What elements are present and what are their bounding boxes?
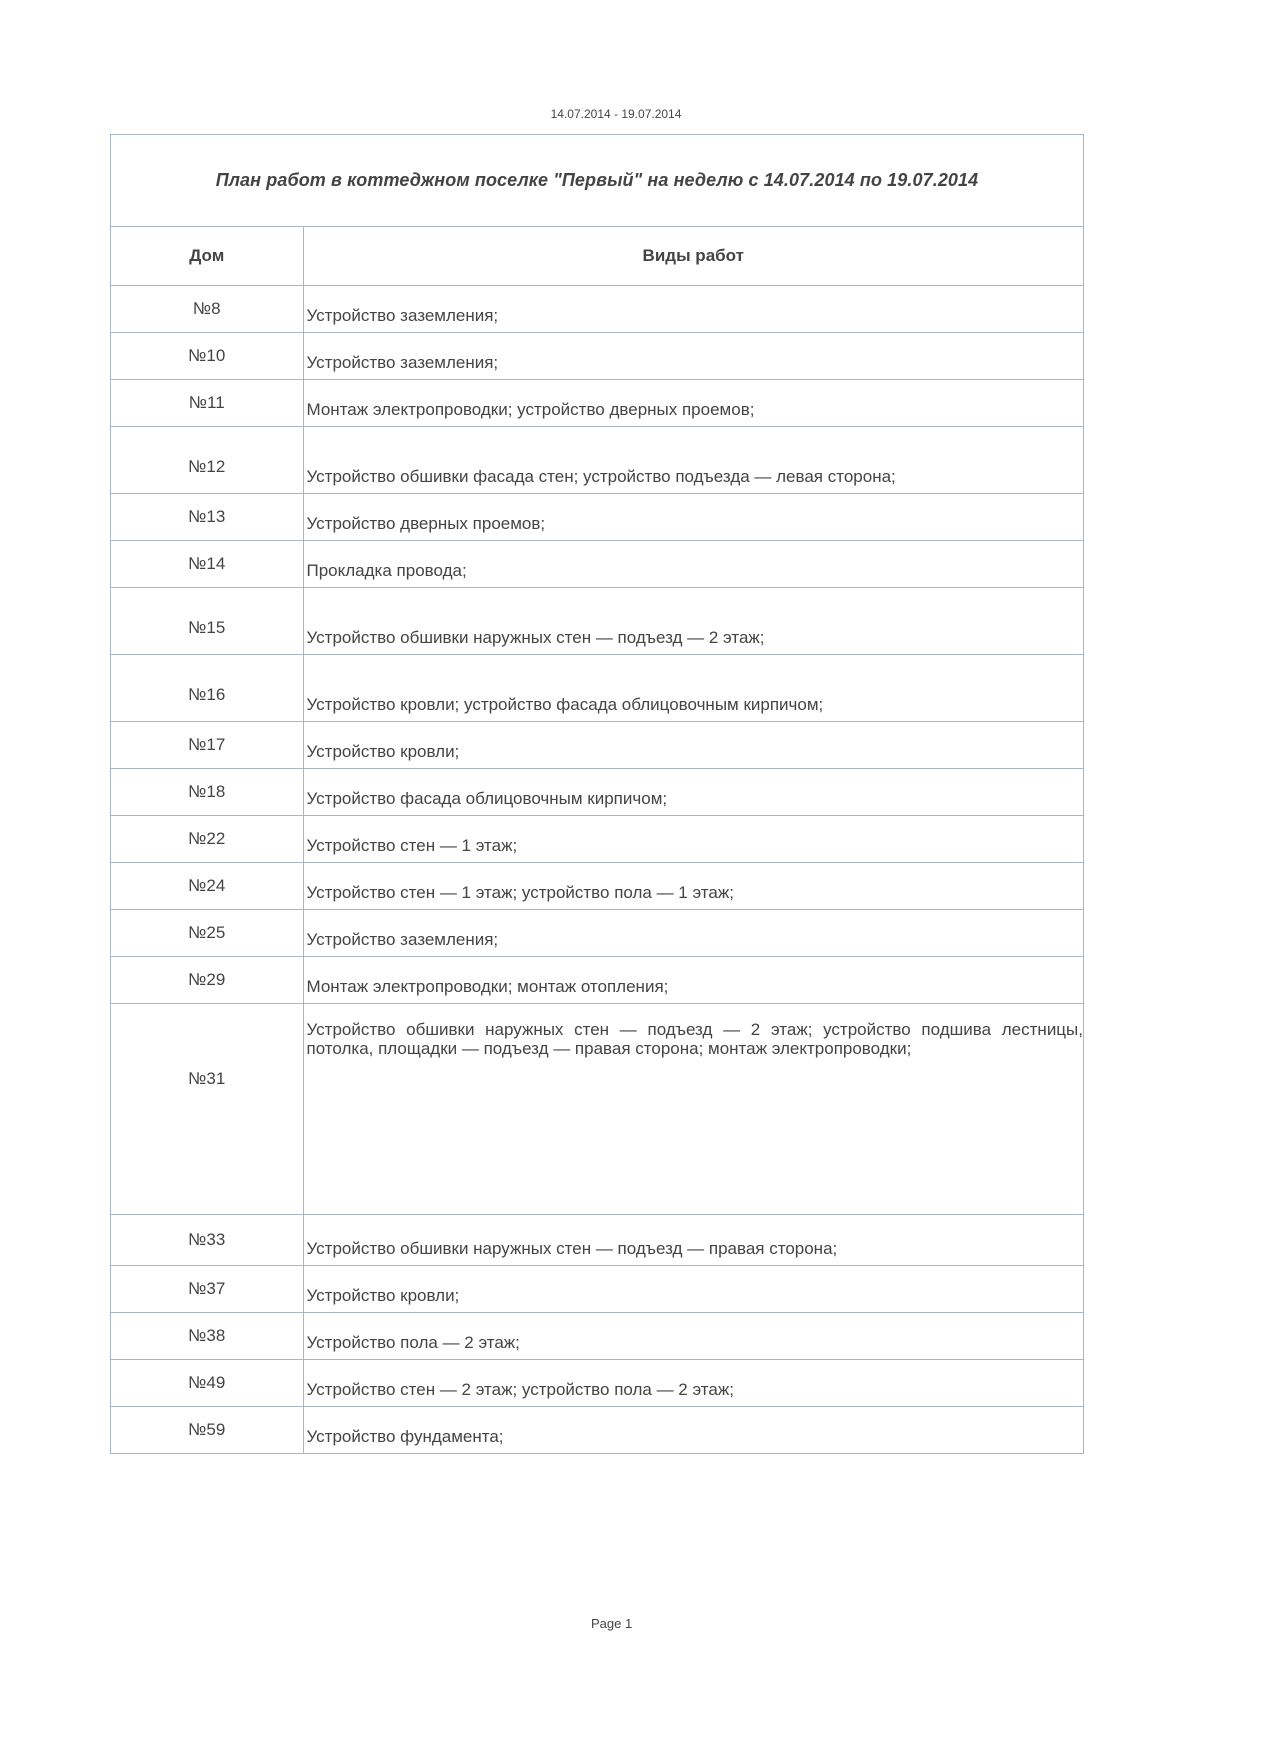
house-number: №49 [111, 1360, 303, 1407]
house-number: №59 [188, 1420, 226, 1439]
table-row [111, 380, 1083, 427]
table-row [111, 1266, 1083, 1313]
house-number: №18 [111, 769, 303, 816]
table-row [111, 588, 1083, 655]
house-number: №13 [111, 494, 303, 541]
work-description: Прокладка провода; [303, 541, 1083, 588]
work-description: Устройство фасада облицовочным кирпичом; [303, 769, 1083, 816]
work-description: Устройство кровли; [303, 722, 1083, 769]
table-row [111, 1004, 1083, 1215]
house-number: №38 [111, 1313, 303, 1360]
house-number: №24 [111, 863, 303, 910]
work-description: Устройство дверных проемов; [303, 494, 1083, 541]
work-plan-table [110, 134, 1084, 1454]
work-description: Устройство обшивки фасада стен; устройство подъезда — левая сторона; [303, 427, 1083, 494]
table-row [111, 655, 1083, 722]
table-row [111, 769, 1083, 816]
house-number: №17 [111, 722, 303, 769]
work-description: Устройство стен — 2 этаж; устройство пола — 2 этаж; [303, 1360, 1083, 1407]
table-row [111, 286, 1083, 333]
house-number: №14 [111, 541, 303, 588]
column-header-house: Дом [111, 227, 303, 286]
table-row [111, 816, 1083, 863]
work-description: Устройство заземления; [303, 910, 1083, 957]
house-number: №11 [111, 380, 303, 427]
table-row [111, 494, 1083, 541]
table-row [111, 333, 1083, 380]
work-description: Устройство обшивки наружных стен — подъезд — правая сторона; [303, 1215, 1083, 1266]
work-description: Устройство заземления; [303, 333, 1083, 380]
table-row [111, 957, 1083, 1004]
table-row [111, 541, 1083, 588]
table-row [111, 910, 1083, 957]
table-row [111, 427, 1083, 494]
house-number: №10 [111, 333, 303, 380]
house-number: №31 [111, 1004, 303, 1215]
table-row [111, 1215, 1083, 1266]
header-row [111, 227, 1083, 286]
table-row [111, 863, 1083, 910]
work-description: Устройство обшивки наружных стен — подъезд — 2 этаж; [303, 588, 1083, 655]
house-number: №8 [111, 286, 303, 333]
work-description: Устройство пола — 2 этаж; [303, 1313, 1083, 1360]
work-description: Устройство кровли; [303, 1266, 1083, 1313]
plan-grid [111, 227, 1083, 1453]
table-row [111, 722, 1083, 769]
table-row [111, 1360, 1083, 1407]
plan-title: План работ в коттеджном поселке "Первый" на неделю с 14.07.2014 по 19.07.2014 [111, 135, 1083, 227]
column-header-work-types: Виды работ [303, 227, 1083, 286]
house-number: №33 [111, 1215, 303, 1266]
work-description: Устройство стен — 1 этаж; устройство пола — 1 этаж; [303, 863, 1083, 910]
house-number: №12 [111, 427, 303, 494]
house-number: №16 [111, 655, 303, 722]
table-row [111, 1313, 1083, 1360]
work-description: Устройство кровли; устройство фасада облицовочным кирпичом; [303, 655, 1083, 722]
house-number: №37 [111, 1266, 303, 1313]
work-description: Устройство стен — 1 этаж; [303, 816, 1083, 863]
house-number: №29 [111, 957, 303, 1004]
work-description: Устройство обшивки наружных стен — подъезд — 2 этаж; устройство подшива лестницы, потолка, площадки — подъезд — правая сторона; монтаж электропроводки; [303, 1004, 1083, 1215]
work-description: Монтаж электропроводки; монтаж отопления; [303, 957, 1083, 1004]
header-date-range: 14.07.2014 - 19.07.2014 [550, 107, 682, 121]
table-row [111, 1407, 1083, 1454]
work-description: Устройство заземления; [303, 286, 1083, 333]
work-description: Устройство фундамента; [303, 1407, 1083, 1454]
work-description: Монтаж электропроводки; устройство дверных проемов; [303, 380, 1083, 427]
house-number: №25 [111, 910, 303, 957]
house-number: №15 [111, 588, 303, 655]
house-number: №22 [111, 816, 303, 863]
page-number: Page 1 [591, 1616, 633, 1631]
